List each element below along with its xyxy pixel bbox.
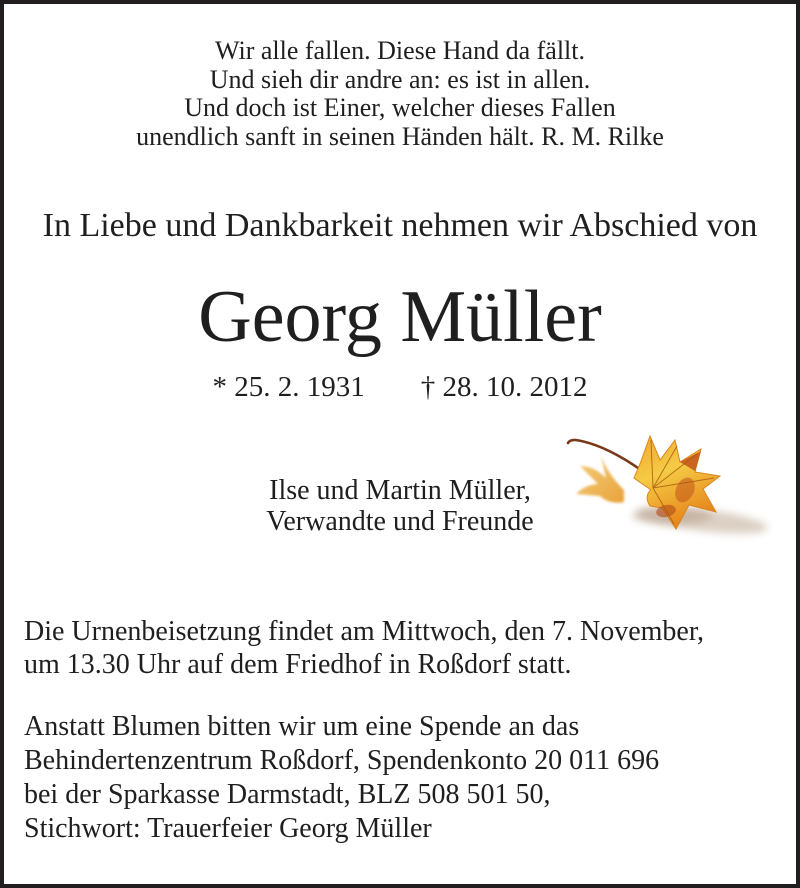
donation-info <box>24 710 776 846</box>
donation-line: Anstatt Blumen bitten wir um eine Spende an das <box>24 711 580 742</box>
birth-date: * 25. 2. 1931 <box>212 371 365 403</box>
farewell-intro: In Liebe und Dankbarkeit nehmen wir Abschied von <box>42 207 758 244</box>
burial-line: Die Urnenbeisetzung findet am Mittwoch, den 7. November, <box>24 616 705 647</box>
deceased-name: Georg Müller <box>198 276 602 358</box>
poem-line: unendlich sanft in seinen Händen hält. R. M. Rilke <box>136 121 664 151</box>
poem-line: Und doch ist Einer, welcher dieses Fallen <box>184 93 616 122</box>
life-dates <box>4 372 796 402</box>
mourners-line: Verwandte und Freunde <box>266 506 534 537</box>
poem-line: Und sieh dir andre an: es ist in allen. <box>209 64 591 94</box>
autumn-leaf-icon <box>554 416 774 551</box>
death-date: † 28. 10. 2012 <box>420 371 588 403</box>
donation-line: Behindertenzentrum Roßdorf, Spendenkonto 20 011 696 <box>24 745 660 776</box>
burial-line: um 13.30 Uhr auf dem Friedhof in Roßdorf statt. <box>24 649 572 680</box>
burial-info <box>24 615 776 681</box>
mourners-line: Ilse und Martin Müller, <box>269 475 531 506</box>
poem-quote <box>4 37 796 151</box>
donation-line: bei der Sparkasse Darmstadt, BLZ 508 501 50, <box>24 779 551 810</box>
poem-line: Wir alle fallen. Diese Hand da fällt. <box>214 36 586 65</box>
donation-line: Stichwort: Trauerfeier Georg Müller <box>24 813 432 844</box>
